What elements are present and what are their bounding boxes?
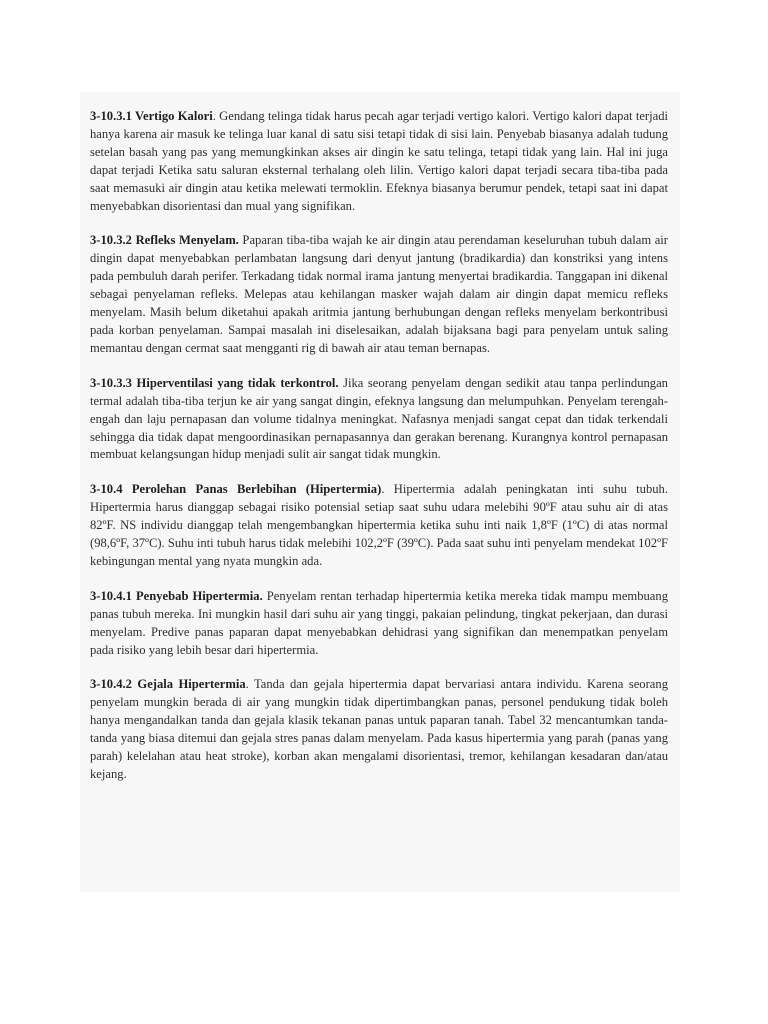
section-heading: 3-10.3.1 Vertigo Kalori	[90, 109, 213, 123]
section-body: . Hipertermia adalah peningkatan inti suhu tubuh. Hipertermia harus dianggap sebagai risiko potensial setiap saat suhu udara melebihi 90ºF atau suhu air di atas 82ºF. NS individu dianggap telah mengembangkan hipertermia ketika suhu inti naik 1,8ºF (1ºC) di atas normal (98,6ºF, 37ºC). Suhu inti tubuh harus tidak melebihi 102,2ºF (39ºC). Pada saat suhu inti penyelam mendekat 102ºF kebingungan mental yang nyata mungkin ada.	[90, 482, 668, 568]
section-heading: 3-10.3.3 Hiperventilasi yang tidak terkontrol.	[90, 375, 339, 390]
section-vertigo-kalori	[90, 108, 668, 215]
section-body: . Gendang telinga tidak harus pecah agar terjadi vertigo kalori. Vertigo kalori dapat terjadi hanya karena air masuk ke telinga luar kanal di satu sisi tetapi tidak di sisi lain. Penyebab biasanya adalah tudung setelan basah yang pas yang memungkinkan akses air dingin ke satu telinga, tetapi tidak yang lain. Hal ini juga dapat terjadi Ketika satu saluran eksternal terhalang oleh lilin. Vertigo kalori dapat terjadi secara tiba-tiba pada saat memasuki air dingin atau ketika melewati termoklin. Efeknya biasanya berumur pendek, tetapi saat ini dapat menyebabkan disorientasi dan mual yang signifikan.	[90, 109, 668, 213]
section-heading: 3-10.3.2 Refleks Menyelam.	[90, 233, 239, 248]
section-hipertermia	[90, 481, 668, 571]
document-text	[90, 108, 668, 801]
section-body: Penyelam rentan terhadap hipertermia ketika mereka tidak mampu membuang panas tubuh mereka. Ini mungkin hasil dari suhu air yang tinggi, pakaian pelindung, tingkat pekerjaan, dan durasi menyelam. Predive panas paparan dapat menyebabkan dehidrasi yang signifikan dan menempatkan penyelam pada risiko yang lebih besar dari hipertermia.	[90, 588, 668, 657]
section-gejala-hipertermia	[90, 676, 668, 783]
document-page	[80, 92, 680, 892]
section-refleks-menyelam	[90, 232, 668, 357]
section-body: Jika seorang penyelam dengan sedikit atau tanpa perlindungan termal adalah tiba-tiba terjun ke air yang sangat dingin, efeknya langsung dan melumpuhkan. Penyelam terengah-engah dan laju pernapasan dan volume tidalnya meningkat. Nafasnya menjadi sangat cepat dan tidak terkendali sehingga dia tidak dapat mengoordinasikan pernapasannya dan gerakan berenang. Kurangnya kontrol pernapasan membuat kelangsungan hidup menjadi sulit air sangat tidak mungkin.	[90, 375, 668, 462]
section-body: . Tanda dan gejala hipertermia dapat bervariasi antara individu. Karena seorang penyelam mungkin berada di air yang mungkin tidak dipertimbangkan panas, personel pendukung tidak boleh hanya mengandalkan tanda dan gejala klasik tekanan panas untuk paparan tanah. Tabel 32 mencantumkan tanda-tanda yang biasa ditemui dan gejala stres panas dalam menyelam. Pada kasus hipertermia yang parah (panas yang parah) kelelahan atau heat stroke), korban akan mengalami disorientasi, tremor, kehilangan kesadaran dan/atau kejang.	[90, 677, 668, 781]
section-heading: 3-10.4.1 Penyebab Hipertermia.	[90, 588, 263, 603]
section-body: Paparan tiba-tiba wajah ke air dingin atau perendaman keseluruhan tubuh dalam air dingin dapat menyebabkan perlambatan langsung dari denyut jantung (bradikardia) dan konstriksi yang intens pada pembuluh darah perifer. Terkadang tidak normal irama jantung menyertai bradikardia. Tanggapan ini dikenal sebagai penyelaman refleks. Melepas atau kehilangan masker wajah dalam air dingin dapat memicu refleks menyelam. Masih belum diketahui apakah aritmia jantung berhubungan dengan refleks menyelam berkontribusi pada korban penyelaman. Sampai masalah ini diselesaikan, adalah bijaksana bagi para penyelam untuk saling memantau dengan cermat saat mengganti rig di bawah air atau teman bernapas.	[90, 233, 669, 355]
section-heading: 3-10.4.2 Gejala Hipertermia	[90, 677, 246, 692]
section-heading: 3-10.4 Perolehan Panas Berlebihan (Hipertermia)	[90, 482, 382, 497]
section-penyebab-hipertermia	[90, 588, 668, 660]
section-hiperventilasi	[90, 375, 668, 465]
